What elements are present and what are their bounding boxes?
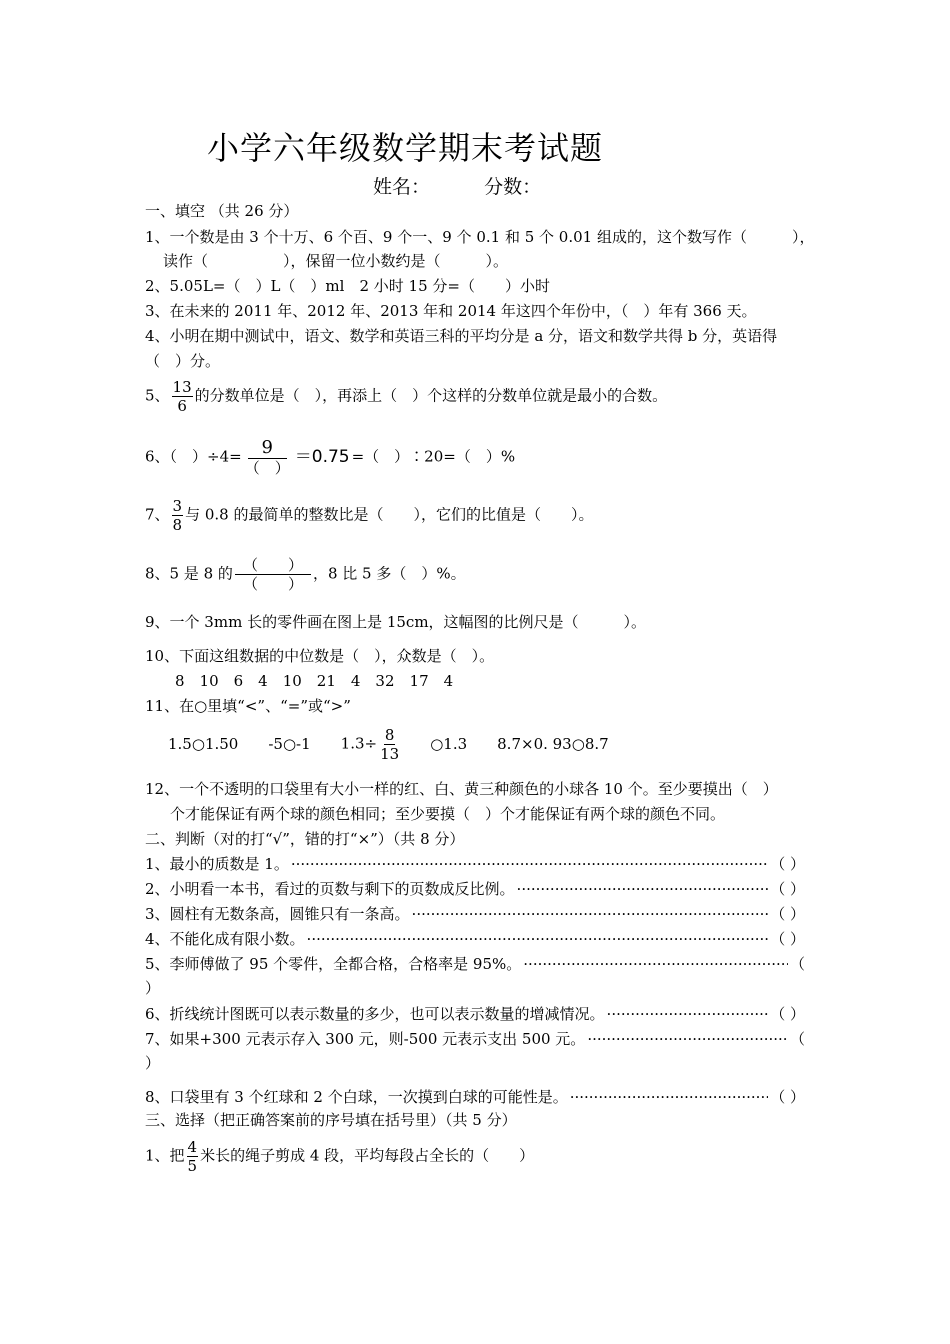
judge-item: 8、口袋里有 3 个红球和 2 个白球，一次摸到白球的可能性是。 ····· （ ） — [145, 1087, 805, 1107]
question-2: 2、5.05L=（ ）L（ ）ml 2 小时 15 分=（ ）小时 — [145, 277, 550, 295]
judge-item: 5、李师傅做了 95 个零件，全都合格，合格率是 95%。 ····· （ — [145, 954, 805, 974]
question-10: 10、下面这组数据的中位数是（ ），众数是（ ）。 — [145, 647, 495, 665]
judge-item: 6、折线统计图既可以表示数量的多少，也可以表示数量的增减情况。 ····· （ ） — [145, 1004, 805, 1024]
judge-item: 1、最小的质数是 1。 ····· （ ） — [145, 854, 805, 874]
question-1-line-1: 1、一个数是由 3 个十万、6 个百、9 个一、9 个 0.1 和 5 个 0.01 组成的，这个数写作（ ）， — [145, 228, 815, 246]
section-3-heading: 三、选择（把正确答案前的序号填在括号里）（共 5 分） — [145, 1111, 517, 1129]
question-12-line-2: 个才能保证有两个球的颜色相同；至少要摸（ ）个才能保证有两个球的颜色不同。 — [170, 805, 726, 823]
judge-item-close: ） — [145, 1054, 161, 1072]
question-10-data: 8 10 6 4 10 21 4 32 17 4 — [175, 672, 454, 690]
name-label: 姓名： — [373, 176, 431, 198]
judge-item: 7、如果+300 元表示存入 300 元，则-500 元表示支出 500 元。 ····· （ — [145, 1029, 805, 1049]
fraction: $\frac{4}{5}$ — [187, 1138, 198, 1175]
question-7: 7、 $\frac{3}{8}$ 与 0.8 的最简单的整数比是（ ），它们的比值是（ ）。 — [145, 497, 594, 534]
question-4-line-2: （ ）分。 — [145, 352, 221, 370]
question-11: 11、在○里填“<”、“=”或“>” — [145, 697, 351, 715]
page-title: 小学六年级数学期末考试题 — [207, 129, 604, 167]
section-2-heading: 二、判断（对的打“√”，错的打“×”）（共 8 分） — [145, 830, 465, 848]
question-11-items: 1.5○1.50 -5○-1 1.3÷ $\frac{8}{13}$ ○1.3 8.7×0. 93○8.7 — [168, 726, 609, 763]
fraction: $\frac{( )}{( )}$ — [235, 556, 311, 593]
judge-item: 4、不能化成有限小数。 ····· （ ） — [145, 929, 805, 949]
score-label: 分数： — [484, 176, 542, 198]
judge-item-close: ） — [145, 979, 161, 997]
fraction: $\frac{3}{8}$ — [172, 497, 183, 534]
question-9: 9、一个 3mm 长的零件画在图上是 15cm，这幅图的比例尺是（ ）。 — [145, 613, 647, 631]
question-3: 3、在未来的 2011 年、2012 年、2013 年和 2014 年这四个年份中，（ ）年有 366 天。 — [145, 302, 757, 320]
question-12-line-1: 12、一个不透明的口袋里有大小一样的红、白、黄三种颜色的小球各 10 个。至少要摸出（ ） — [145, 780, 778, 798]
section-1-heading: 一、填空 （共 26 分） — [145, 202, 299, 220]
fraction: $\frac{8}{13}$ — [380, 726, 400, 763]
question-1-line-2: 读作（ ），保留一位小数约是（ ）。 — [163, 252, 509, 270]
question-8: 8、5 是 8 的 $\frac{( )}{( )}$ ，8 比 5 多（ ）%。 — [145, 556, 466, 593]
fraction: $\frac{9}{( )}$ — [244, 437, 290, 477]
question-6: 6、（ ）÷4= $\frac{9}{( )}$ ＝0.75 =（ ）∶20=（ ）% — [145, 437, 516, 477]
question-5: 5、 $\frac{13}{6}$ 的分数单位是（ ），再添上（ ）个这样的分数单位就是最小的合数。 — [145, 378, 668, 415]
judge-item: 2、小明看一本书，看过的页数与剩下的页数成反比例。 ····· （ ） — [145, 879, 805, 899]
name-score-line — [373, 175, 589, 199]
fraction: $\frac{13}{6}$ — [172, 378, 192, 415]
question-4-line-1: 4、小明在期中测试中，语文、数学和英语三科的平均分是 a 分，语文和数学共得 b 分，英语得 — [145, 327, 778, 345]
judge-item: 3、圆柱有无数条高，圆锥只有一条高。 ····· （ ） — [145, 904, 805, 924]
choice-question-1: 1、把 $\frac{4}{5}$ 米长的绳子剪成 4 段，平均每段占全长的（ ） — [145, 1138, 535, 1175]
